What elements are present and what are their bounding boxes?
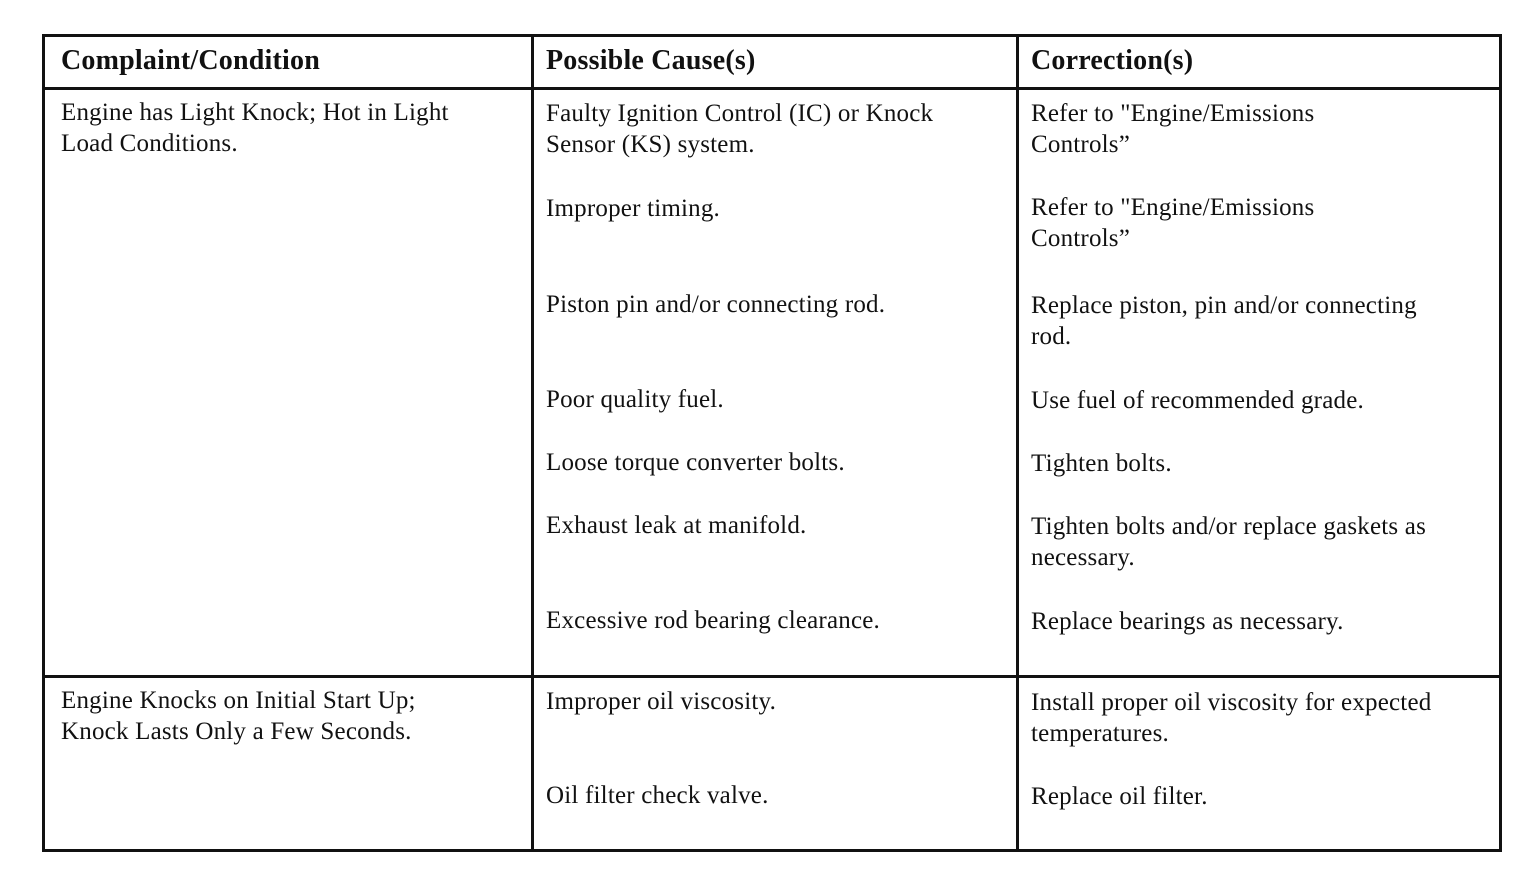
cause-line: Loose torque converter bolts. (546, 449, 845, 476)
correction-line: Refer to "Engine/Emissions (1031, 194, 1315, 221)
cause-line: Improper timing. (546, 195, 721, 222)
cause-line: Faulty Ignition Control (IC) or Knock (546, 100, 934, 127)
column-divider (1016, 37, 1019, 849)
condition-line: Engine Knocks on Initial Start Up; (61, 687, 416, 714)
row-divider (45, 675, 1499, 678)
correction-line: Install proper oil viscosity for expected (1031, 689, 1432, 716)
cause-line: Exhaust leak at manifold. (546, 512, 807, 539)
cause-line: Piston pin and/or connecting rod. (546, 291, 886, 318)
correction-line: Use fuel of recommended grade. (1031, 387, 1364, 414)
correction-line: Tighten bolts. (1031, 450, 1172, 477)
correction-line: Controls” (1031, 131, 1131, 158)
header-possible-causes: Possible Cause(s) (546, 45, 756, 76)
condition-line: Engine has Light Knock; Hot in Light (61, 99, 449, 126)
cause-line: Improper oil viscosity. (546, 688, 777, 715)
correction-line: necessary. (1031, 544, 1135, 571)
header-complaint-condition: Complaint/Condition (61, 45, 320, 76)
correction-line: Controls” (1031, 225, 1131, 252)
correction-line: rod. (1031, 323, 1072, 350)
correction-line: Replace bearings as necessary. (1031, 608, 1344, 635)
header-divider (45, 87, 1499, 90)
header-corrections: Correction(s) (1031, 45, 1194, 76)
correction-line: Replace oil filter. (1031, 783, 1208, 810)
troubleshooting-table (42, 34, 1502, 852)
condition-line: Load Conditions. (61, 130, 238, 157)
condition-line: Knock Lasts Only a Few Seconds. (61, 718, 412, 745)
correction-line: temperatures. (1031, 720, 1169, 747)
correction-line: Refer to "Engine/Emissions (1031, 100, 1315, 127)
correction-line: Tighten bolts and/or replace gaskets as (1031, 513, 1426, 540)
cause-line: Excessive rod bearing clearance. (546, 607, 880, 634)
cause-line: Poor quality fuel. (546, 386, 724, 413)
cause-line: Sensor (KS) system. (546, 131, 755, 158)
cause-line: Oil filter check valve. (546, 782, 769, 809)
correction-line: Replace piston, pin and/or connecting (1031, 292, 1417, 319)
column-divider (531, 37, 534, 849)
